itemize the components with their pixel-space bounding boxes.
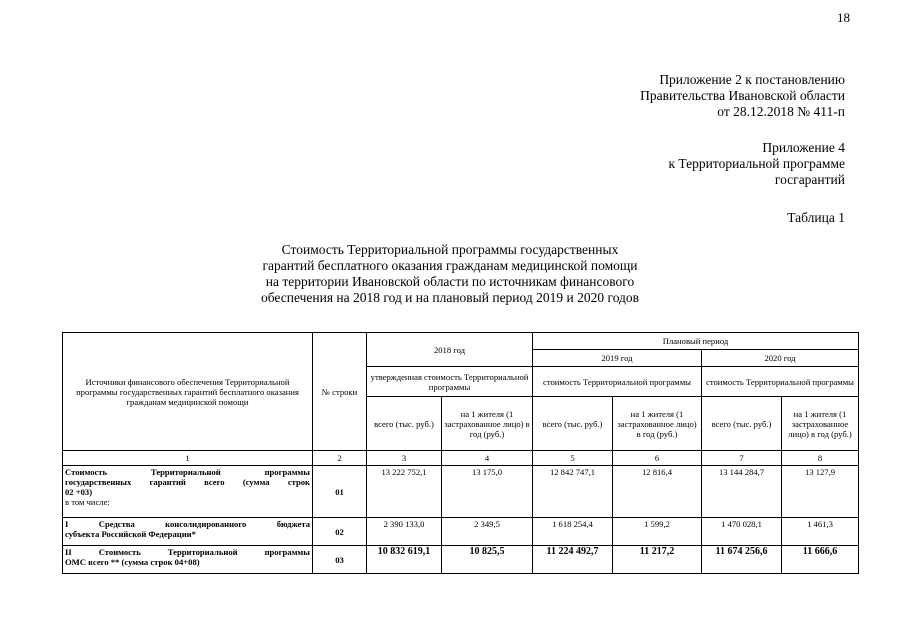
cell-total-2020: 13 144 284,7 (702, 466, 782, 518)
cell-per-resident-2018: 10 825,5 (442, 546, 533, 574)
appendix-4-line: к Территориальной программе (668, 156, 845, 171)
header-cost-2020: стоимость Территориальной программы (702, 367, 859, 397)
header-per-resident: на 1 жителя (1 застрахованное лицо) в год (руб.) (782, 397, 859, 451)
column-number: 3 (367, 451, 442, 466)
header-year-2019: 2019 год (533, 350, 702, 367)
cell-per-resident-2019: 11 217,2 (613, 546, 702, 574)
row-label-line: государственных гарантий всего (сумма строк (65, 477, 310, 487)
cell-per-resident-2018: 13 175,0 (442, 466, 533, 518)
header-row-no: № строки (313, 333, 367, 451)
cell-total-2018: 10 832 619,1 (367, 546, 442, 574)
header-total: всего (тыс. руб.) (702, 397, 782, 451)
column-number: 6 (613, 451, 702, 466)
appendix-2-line: от 28.12.2018 № 411-п (717, 104, 845, 119)
cell-total-2020: 1 470 028,1 (702, 518, 782, 546)
cell-per-resident-2020: 13 127,9 (782, 466, 859, 518)
row-number: 01 (313, 466, 367, 518)
page-number: 18 (837, 10, 850, 25)
header-per-resident: на 1 жителя (1 застрахованное лицо) в год (руб.) (442, 397, 533, 451)
column-number: 5 (533, 451, 613, 466)
header-planned-period: Плановый период (533, 333, 859, 350)
cell-per-resident-2020: 11 666,6 (782, 546, 859, 574)
row-label-line: субъекта Российской Федерации* (65, 529, 196, 539)
title-line: гарантий бесплатного оказания гражданам медицинской помощи (262, 258, 638, 273)
cell-per-resident-2020: 1 461,3 (782, 518, 859, 546)
row-label (63, 546, 313, 574)
appendix-4-line: госгарантий (774, 172, 845, 187)
appendix-2-note (640, 72, 845, 120)
appendix-4-note (669, 140, 846, 188)
column-numbers-row (63, 451, 859, 466)
title-line: обеспечения на 2018 год и на плановый период 2019 и 2020 годов (260, 290, 640, 305)
cell-per-resident-2019: 1 599,2 (613, 518, 702, 546)
column-number: 7 (702, 451, 782, 466)
table-row (63, 518, 859, 546)
header-cost-2019: стоимость Территориальной программы (533, 367, 702, 397)
cell-total-2018: 13 222 752,1 (367, 466, 442, 518)
cell-total-2019: 1 618 254,4 (533, 518, 613, 546)
header-year-2020: 2020 год (702, 350, 859, 367)
title-line: Стоимость Территориальной программы государственных (281, 242, 619, 257)
header-per-resident: на 1 жителя (1 застрахованное лицо) в год (руб.) (613, 397, 702, 451)
header-total: всего (тыс. руб.) (533, 397, 613, 451)
header-total: всего (тыс. руб.) (367, 397, 442, 451)
row-label-line: ОМС всего ** (сумма строк 04+08) (65, 557, 200, 567)
header-year-2018: 2018 год (367, 333, 533, 367)
row-number: 02 (313, 518, 367, 546)
header-approved-cost: утвержденная стоимость Территориальной программы (367, 367, 533, 397)
column-number: 2 (313, 451, 367, 466)
title-line: на территории Ивановской области по источникам финансового (265, 274, 635, 289)
row-sub-label: в том числе: (65, 497, 110, 507)
table-number: Таблица 1 (787, 210, 845, 225)
row-label-line: Стоимость Территориальной программы (65, 467, 310, 477)
cell-total-2019: 12 842 747,1 (533, 466, 613, 518)
row-label-line: I Средства консолидированного бюджета (65, 519, 310, 529)
column-number: 8 (782, 451, 859, 466)
cell-total-2018: 2 390 133,0 (367, 518, 442, 546)
appendix-2-line: Правительства Ивановской области (640, 88, 845, 103)
column-number: 1 (63, 451, 313, 466)
table-row (63, 546, 859, 574)
appendix-2-line: Приложение 2 к постановлению (659, 72, 845, 87)
table-row (63, 466, 859, 518)
cell-total-2020: 11 674 256,6 (702, 546, 782, 574)
row-label (63, 466, 313, 518)
document-title (180, 242, 720, 306)
cost-table (62, 332, 859, 574)
column-number: 4 (442, 451, 533, 466)
row-label (63, 518, 313, 546)
row-number: 03 (313, 546, 367, 574)
cell-per-resident-2019: 12 816,4 (613, 466, 702, 518)
appendix-4-line: Приложение 4 (762, 140, 845, 155)
cell-total-2019: 11 224 492,7 (533, 546, 613, 574)
row-label-line: 02 +03) (65, 487, 93, 497)
row-label-line: II Стоимость Территориальной программы (65, 547, 310, 557)
cell-per-resident-2018: 2 349,5 (442, 518, 533, 546)
header-sources: Источники финансового обеспечения Территориальной программы государственных гарантий бесплатного оказания гражданам медицинской помощи (63, 333, 313, 451)
